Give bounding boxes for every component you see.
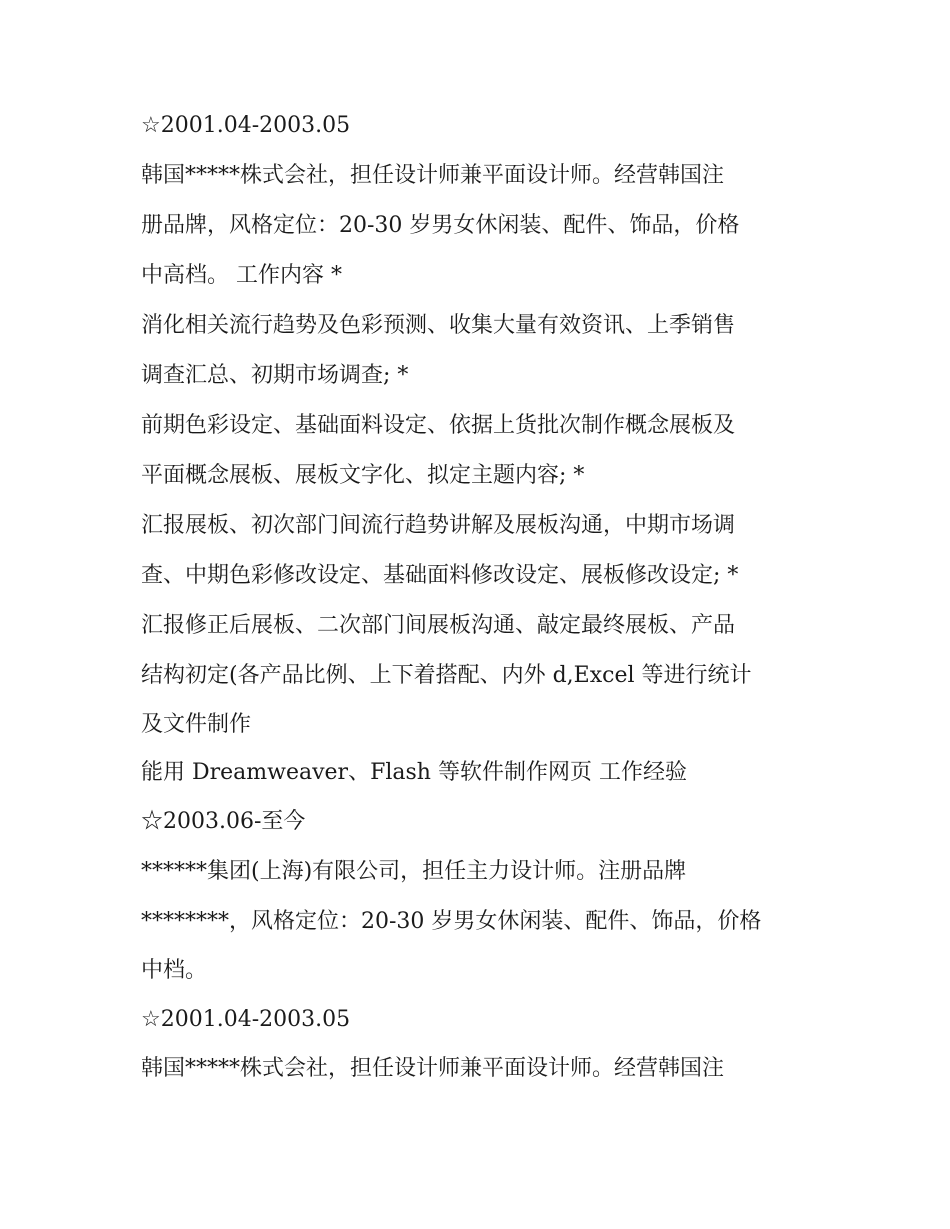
text-line: 调查汇总、初期市场调查; * <box>141 363 409 388</box>
text-line: 能用 Dreamweaver、Flash 等软件制作网页 工作经验 <box>141 760 687 785</box>
text-line: 前期色彩设定、基础面料设定、依据上货批次制作概念展板及 <box>141 413 736 438</box>
text-line: 韩国*****株式会社，担任设计师兼平面设计师。经营韩国注 <box>141 1056 725 1081</box>
text-line: 中高档。 工作内容 * <box>141 263 342 288</box>
text-line: 结构初定(各产品比例、上下着搭配、内外 d,Excel 等进行统计 <box>141 663 752 688</box>
text-line: 查、中期色彩修改设定、基础面料修改设定、展板修改设定; * <box>141 563 739 588</box>
document-body <box>141 101 821 1094</box>
text-line: 平面概念展板、展板文字化、拟定主题内容; * <box>141 463 585 488</box>
text-line: 汇报展板、初次部门间流行趋势讲解及展板沟通，中期市场调 <box>141 513 736 538</box>
text-line: 汇报修正后展板、二次部门间展板沟通、敲定最终展板、产品 <box>141 613 736 638</box>
text-line: 及文件制作 <box>141 712 252 737</box>
date-heading: ☆2001.04-2003.05 <box>141 113 351 138</box>
text-line: 中档。 <box>141 958 208 983</box>
text-line: ********，风格定位：20-30 岁男女休闲装、配件、饰品，价格 <box>141 909 762 934</box>
text-line: 消化相关流行趋势及色彩预测、收集大量有效资讯、上季销售 <box>141 313 736 338</box>
date-heading: ☆2003.06-至今 <box>141 809 306 834</box>
text-line: 韩国*****株式会社，担任设计师兼平面设计师。经营韩国注 <box>141 163 725 188</box>
text-line: ******集团(上海)有限公司，担任主力设计师。注册品牌 <box>141 859 687 884</box>
text-line: 册品牌，风格定位：20-30 岁男女休闲装、配件、饰品，价格 <box>141 213 740 238</box>
date-heading: ☆2001.04-2003.05 <box>141 1007 351 1032</box>
